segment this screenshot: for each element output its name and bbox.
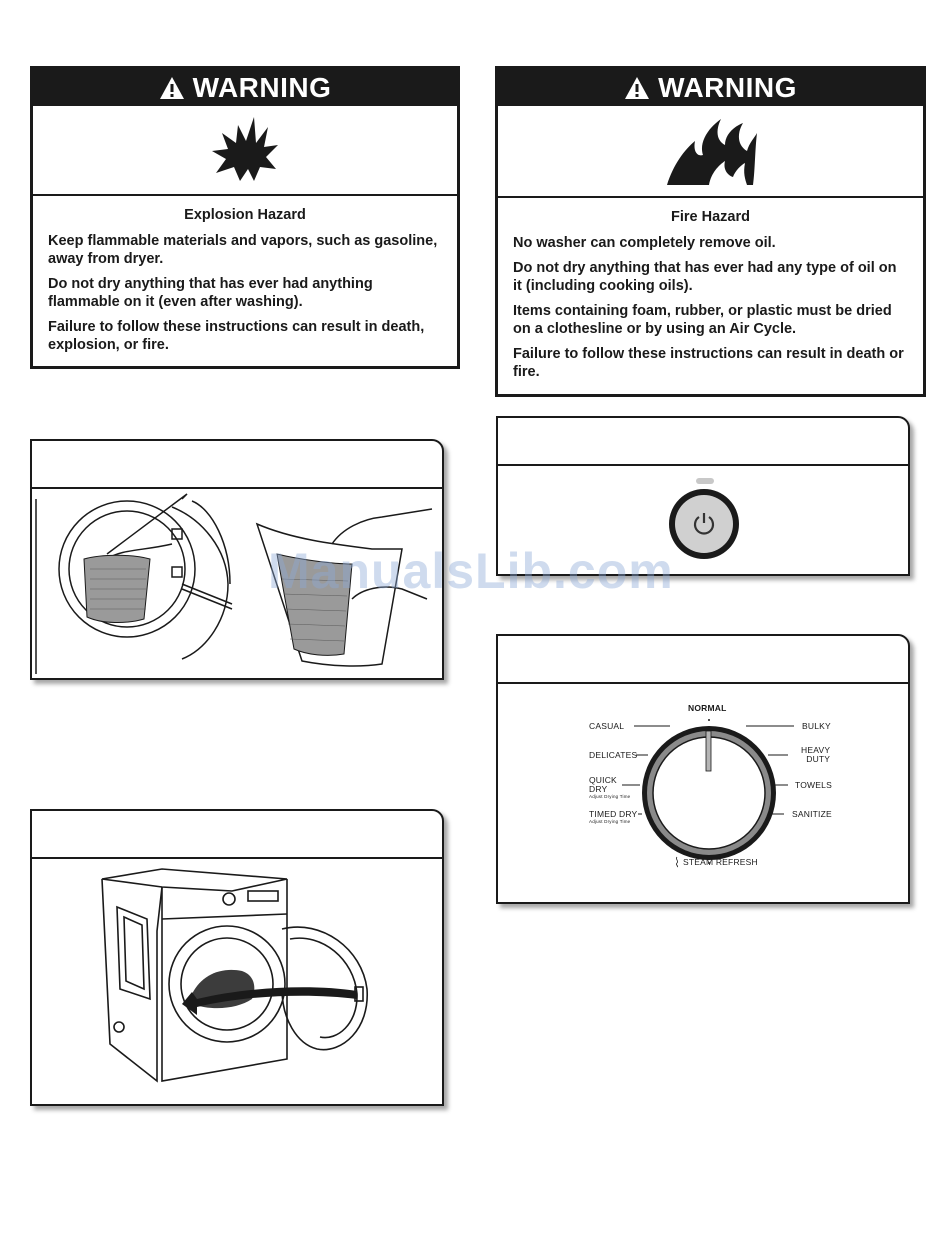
panel-header	[498, 418, 908, 466]
warning-paragraph: No washer can completely remove oil.	[513, 235, 776, 251]
panel-header	[498, 636, 908, 684]
explosion-icon	[210, 115, 280, 185]
power-indicator-light	[696, 478, 714, 484]
quick-dry-sub: Adjust Drying Time	[589, 794, 631, 799]
panel-header	[32, 811, 442, 859]
power-panel	[496, 416, 910, 576]
warning-header	[498, 69, 923, 106]
explosion-icon-area	[33, 106, 457, 196]
warning-paragraph: Do not dry anything that has ever had any type of oil on it (including cooking oils).	[513, 260, 897, 294]
timed-dry-label: TIMED DRY	[589, 809, 638, 819]
warning-paragraph: Failure to follow these instructions can result in death, explosion, or fire.	[48, 319, 425, 353]
warning-paragraph: Items containing foam, rubber, or plastic must be dried on a clothesline or by using an Air Cycle.	[513, 303, 892, 337]
dryer-loading-illustration	[32, 859, 442, 1106]
dial-setting-steam-refresh[interactable]: STEAM REFRESH	[683, 857, 758, 867]
explosion-warning-box	[30, 66, 460, 369]
dryer-loading-panel	[30, 809, 444, 1106]
warning-title: WARNING	[658, 71, 797, 103]
warning-triangle-icon	[624, 76, 650, 100]
fire-icon-area	[498, 106, 923, 198]
watermark: ManualsLib.com	[268, 543, 674, 599]
dial-setting-casual[interactable]: CASUAL	[589, 721, 625, 731]
dial-setting-heavy-duty[interactable]: HEAVY DUTY	[801, 745, 831, 764]
warning-header	[33, 69, 457, 106]
dial-setting-sanitize[interactable]: SANITIZE	[792, 809, 832, 819]
cycle-dial-illustration	[498, 684, 908, 904]
warning-title: WARNING	[192, 71, 332, 103]
warning-paragraph: Do not dry anything that has ever had anything flammable on it (even after washing).	[48, 276, 373, 310]
quick-dry-label: QUICK DRY	[589, 775, 617, 794]
hazard-title: Fire Hazard	[671, 209, 750, 225]
steam-icon	[673, 856, 681, 868]
lint-filter-illustration	[32, 489, 442, 680]
dial-setting-quick-dry[interactable]	[589, 776, 630, 799]
fire-warning-box	[495, 66, 926, 397]
power-button[interactable]	[669, 489, 739, 559]
hazard-title: Explosion Hazard	[184, 207, 306, 223]
dial-setting-bulky[interactable]: BULKY	[802, 721, 831, 731]
timed-dry-sub: Adjust Drying Time	[589, 819, 631, 824]
dial-setting-towels[interactable]: TOWELS	[795, 780, 832, 790]
dial-setting-delicates[interactable]: DELICATES	[589, 750, 638, 760]
dial-setting-normal[interactable]: NORMAL	[688, 703, 727, 713]
lint-filter-panel	[30, 439, 444, 680]
cycle-dial-panel	[496, 634, 910, 904]
power-icon	[691, 511, 717, 537]
dial-setting-timed-dry[interactable]	[589, 810, 637, 824]
warning-paragraph: Failure to follow these instructions can result in death or fire.	[513, 346, 904, 380]
fire-icon	[663, 115, 759, 187]
panel-header	[32, 441, 442, 489]
warning-paragraph: Keep flammable materials and vapors, such as gasoline, away from dryer.	[48, 233, 438, 267]
warning-triangle-icon	[159, 76, 185, 100]
